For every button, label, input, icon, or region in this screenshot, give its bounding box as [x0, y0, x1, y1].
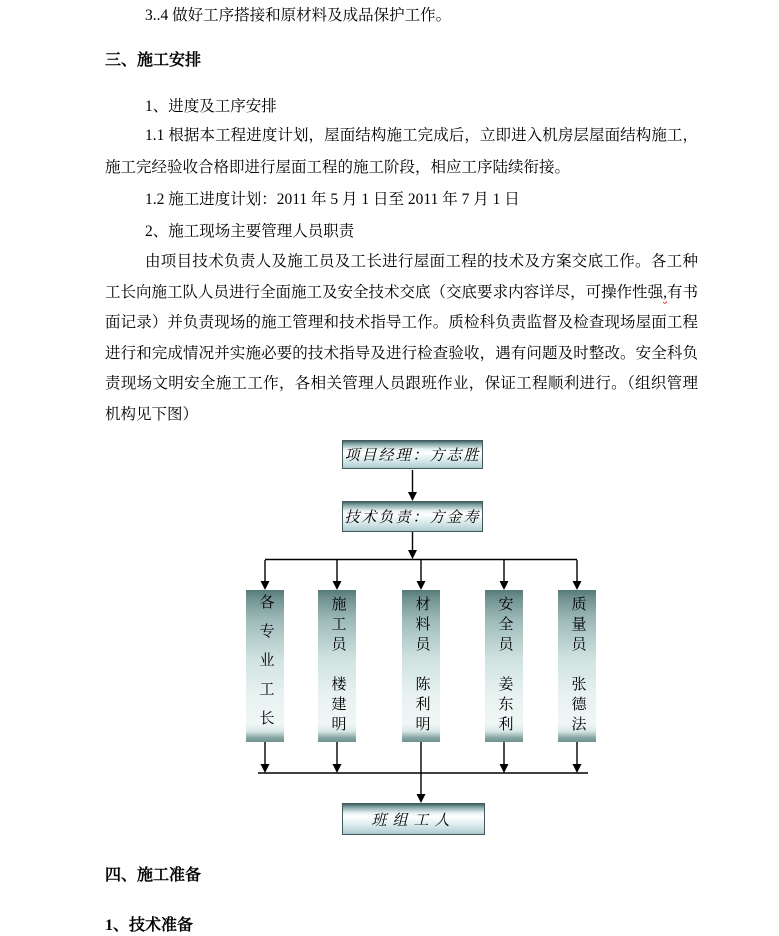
item-1-schedule: 1、进度及工序安排	[145, 98, 277, 115]
heading-section-4: 四、施工准备	[105, 867, 202, 884]
foremen-label: 各专业工长	[257, 593, 274, 739]
technical-lead-label: 技术负责：方金寿	[344, 510, 481, 526]
org-chart-box-safety-officer	[485, 590, 523, 742]
spellcheck-comma: ,	[663, 283, 667, 301]
material-clerk-label: 材料员 陈利明	[413, 596, 430, 736]
heading-section-3: 三、施工安排	[105, 52, 202, 69]
team-workers-label: 班组工人	[371, 812, 456, 829]
org-chart-box-quality-officer	[558, 590, 596, 742]
constructor-label: 施工员 楼建明	[329, 596, 346, 736]
heading-tech-preparation: 1、技术准备	[105, 917, 194, 934]
org-chart-box-foremen	[246, 590, 284, 742]
quality-officer-label: 质量员 张德法	[569, 596, 586, 736]
paragraph-responsibilities-part2: 有书面记录）并负责现场的施工管理和技术指导工作。质检科负责监督及检查现场屋面工程进行和完成情况并实施必要的技术指导及进行检查验收，遇有问题及时整改。安全科负责现场文明安全施工工作，各相关管理人员跟班作业，保证工程顺利进行。（组织管理机构见下图）	[105, 283, 698, 423]
org-chart-box-constructor	[318, 590, 356, 742]
paragraph-responsibilities-part1: 由项目技术负责人及施工员及工长进行屋面工程的技术及方案交底工作。各工种工长向施工队人员进行全面施工及安全技术交底（交底要求内容详尽，可操作性强	[105, 253, 698, 301]
org-chart-box-project-manager	[342, 440, 483, 469]
org-chart-box-team-workers	[342, 803, 485, 835]
safety-officer-label: 安全员 姜东利	[496, 596, 513, 736]
org-chart-box-material-clerk	[402, 590, 440, 742]
org-chart-box-technical-lead	[342, 501, 483, 532]
paragraph-3-4: 3..4 做好工序搭接和原材料及成品保护工作。	[145, 7, 452, 24]
paragraph-1-2: 1.2 施工进度计划：2011 年 5 月 1 日至 2011 年 7 月 1 日	[145, 191, 520, 208]
project-manager-label: 项目经理：方志胜	[344, 448, 481, 464]
item-2-management: 2、施工现场主要管理人员职责	[145, 223, 355, 240]
paragraph-1-1: 1.1 根据本工程进度计划，屋面结构施工完成后，立即进入机房层屋面结构施工，施工完经验收合格即进行屋面工程的施工阶段，相应工序陆续衔接。	[105, 127, 698, 176]
